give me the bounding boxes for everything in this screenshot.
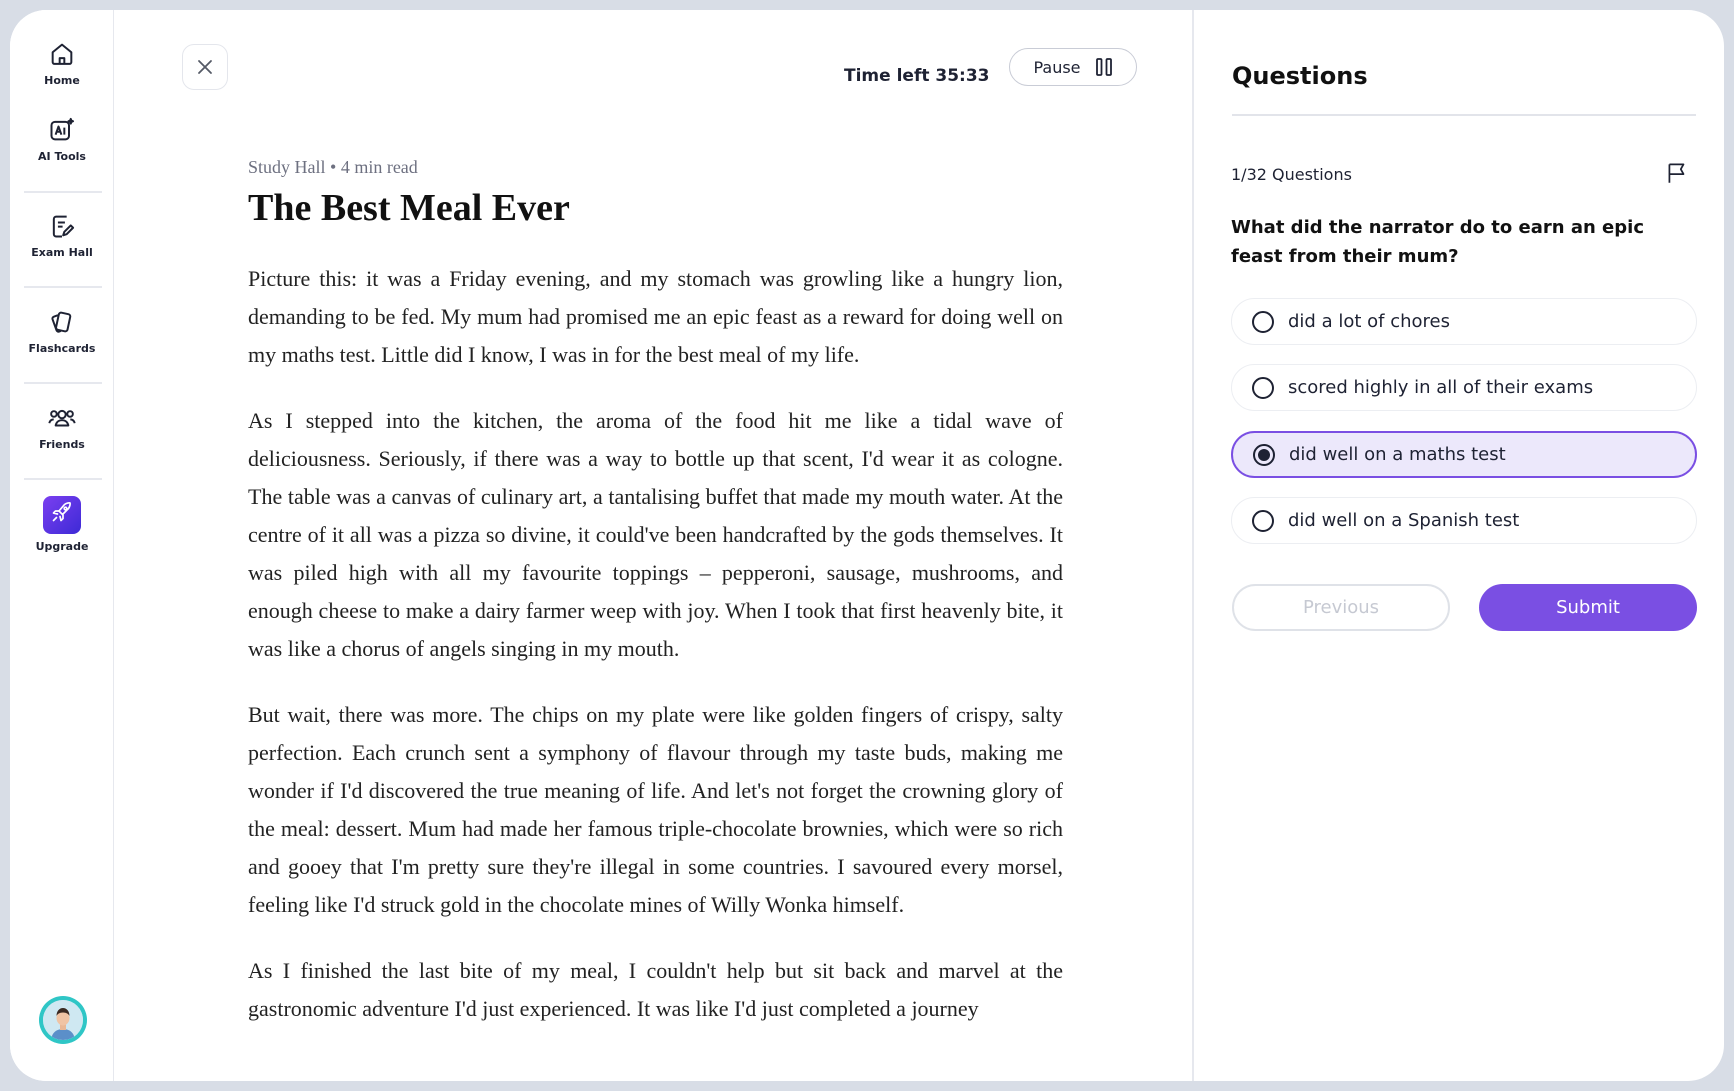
questions-heading: Questions <box>1232 62 1368 90</box>
sidebar-item-exam-hall[interactable] <box>10 212 114 259</box>
questions-panel <box>1194 10 1724 1081</box>
sidebar-item-friends[interactable] <box>10 404 114 451</box>
sidebar-divider <box>24 382 102 384</box>
sidebar-item-label: Friends <box>39 438 85 451</box>
flag-button[interactable] <box>1664 160 1690 191</box>
flag-icon <box>1664 160 1690 186</box>
radio-button[interactable] <box>1252 510 1274 532</box>
answer-option-label: scored highly in all of their exams <box>1288 377 1594 398</box>
rocket-icon <box>50 500 74 524</box>
reading-panel <box>114 10 1194 1081</box>
sidebar-item-label: Home <box>44 74 80 87</box>
radio-dot <box>1258 449 1270 461</box>
sidebar <box>10 10 114 1081</box>
article-paragraph: But wait, there was more. The chips on my plate were like golden fingers of crispy, salty perfection. Each crunch sent a symphony of flavour through my taste buds, making me wonder if I'd discovered the true meaning of life. And let's not forget the crowning glory of the meal: dessert. Mum had made her famous triple-chocolate brownies, which were so rich and gooey that I'm pretty sure they're illegal in some countries. I savoured every morsel, feeling like I'd struck gold in the chocolate mines of Willy Wonka himself. <box>248 702 1063 917</box>
avatar-image <box>43 1000 83 1040</box>
ai-tools-icon <box>48 116 76 144</box>
article-body <box>248 260 1063 1081</box>
sidebar-item-upgrade[interactable] <box>10 496 114 553</box>
close-icon <box>196 58 214 76</box>
question-text: What did the narrator do to earn an epic feast from their mum? <box>1231 217 1644 267</box>
app-screen <box>10 10 1724 1081</box>
flashcards-icon <box>48 308 76 336</box>
friends-icon <box>47 404 77 432</box>
article-read-time: • 4 min read <box>330 157 418 177</box>
sidebar-item-label: Flashcards <box>28 342 96 355</box>
sidebar-item-flashcards[interactable] <box>10 308 114 355</box>
pause-icon <box>1095 57 1113 77</box>
sidebar-divider <box>24 286 102 288</box>
answer-option[interactable] <box>1231 497 1697 544</box>
article-paragraph: As I stepped into the kitchen, the aroma of the food hit me like a tidal wave of deliciousness. Seriously, if there was a way to bottle up that scent, I'd wear it as cologne. The table was a canvas of culinary art, a tantalising buffet that made my mouth water. At the centre of it all was a pizza so divine, it could've been handcrafted by the gods themselves. It was piled high with all my favourite toppings – pepperoni, sausage, mushrooms, and enough cheese to make a dairy farmer weep with joy. When I took that first heavenly bite, it was like a chorus of angels singing in my mouth. <box>248 408 1063 661</box>
avatar[interactable] <box>39 996 87 1044</box>
sidebar-item-label: Upgrade <box>35 540 89 553</box>
sidebar-item-label: AI Tools <box>38 150 86 163</box>
answer-option[interactable] <box>1231 298 1697 345</box>
answer-option-label: did well on a Spanish test <box>1288 510 1520 531</box>
sidebar-item-home[interactable] <box>10 40 114 87</box>
close-button[interactable] <box>182 44 228 90</box>
person-icon <box>43 1000 83 1040</box>
question-count: 1/32 Questions <box>1231 165 1352 184</box>
home-icon <box>48 40 76 68</box>
sidebar-item-ai-tools[interactable] <box>10 116 114 163</box>
answer-option-label: did a lot of chores <box>1288 311 1450 332</box>
previous-button[interactable]: Previous <box>1232 584 1450 631</box>
pause-button[interactable] <box>1009 48 1137 86</box>
article-meta <box>248 157 418 178</box>
sidebar-divider <box>24 478 102 480</box>
radio-button-checked[interactable] <box>1253 444 1275 466</box>
questions-divider <box>1232 114 1696 116</box>
answer-option-selected[interactable] <box>1231 431 1697 478</box>
article-paragraph: Picture this: it was a Friday evening, and my stomach was growling like a hungry lion, demanding to be fed. My mum had promised me an epic feast as a reward for doing well on my maths test. Little did I know, I was in for the best meal of my life. <box>248 266 1063 367</box>
radio-button[interactable] <box>1252 311 1274 333</box>
exam-hall-icon <box>48 212 76 240</box>
article-paragraph: As I finished the last bite of my meal, I couldn't help but sit back and marvel at the gastronomic adventure I'd just experienced. It was like I'd just completed a journey <box>248 958 1063 1021</box>
submit-button[interactable]: Submit <box>1479 584 1697 631</box>
article-source: Study Hall <box>248 157 326 177</box>
answer-option[interactable] <box>1231 364 1697 411</box>
sidebar-divider <box>24 191 102 193</box>
upgrade-tile <box>43 496 81 534</box>
radio-button[interactable] <box>1252 377 1274 399</box>
sidebar-item-label: Exam Hall <box>31 246 93 259</box>
time-left: Time left 35:33 <box>844 66 990 86</box>
pause-label: Pause <box>1033 57 1081 77</box>
answer-option-label: did well on a maths test <box>1289 444 1506 465</box>
article-title: The Best Meal Ever <box>248 187 570 229</box>
